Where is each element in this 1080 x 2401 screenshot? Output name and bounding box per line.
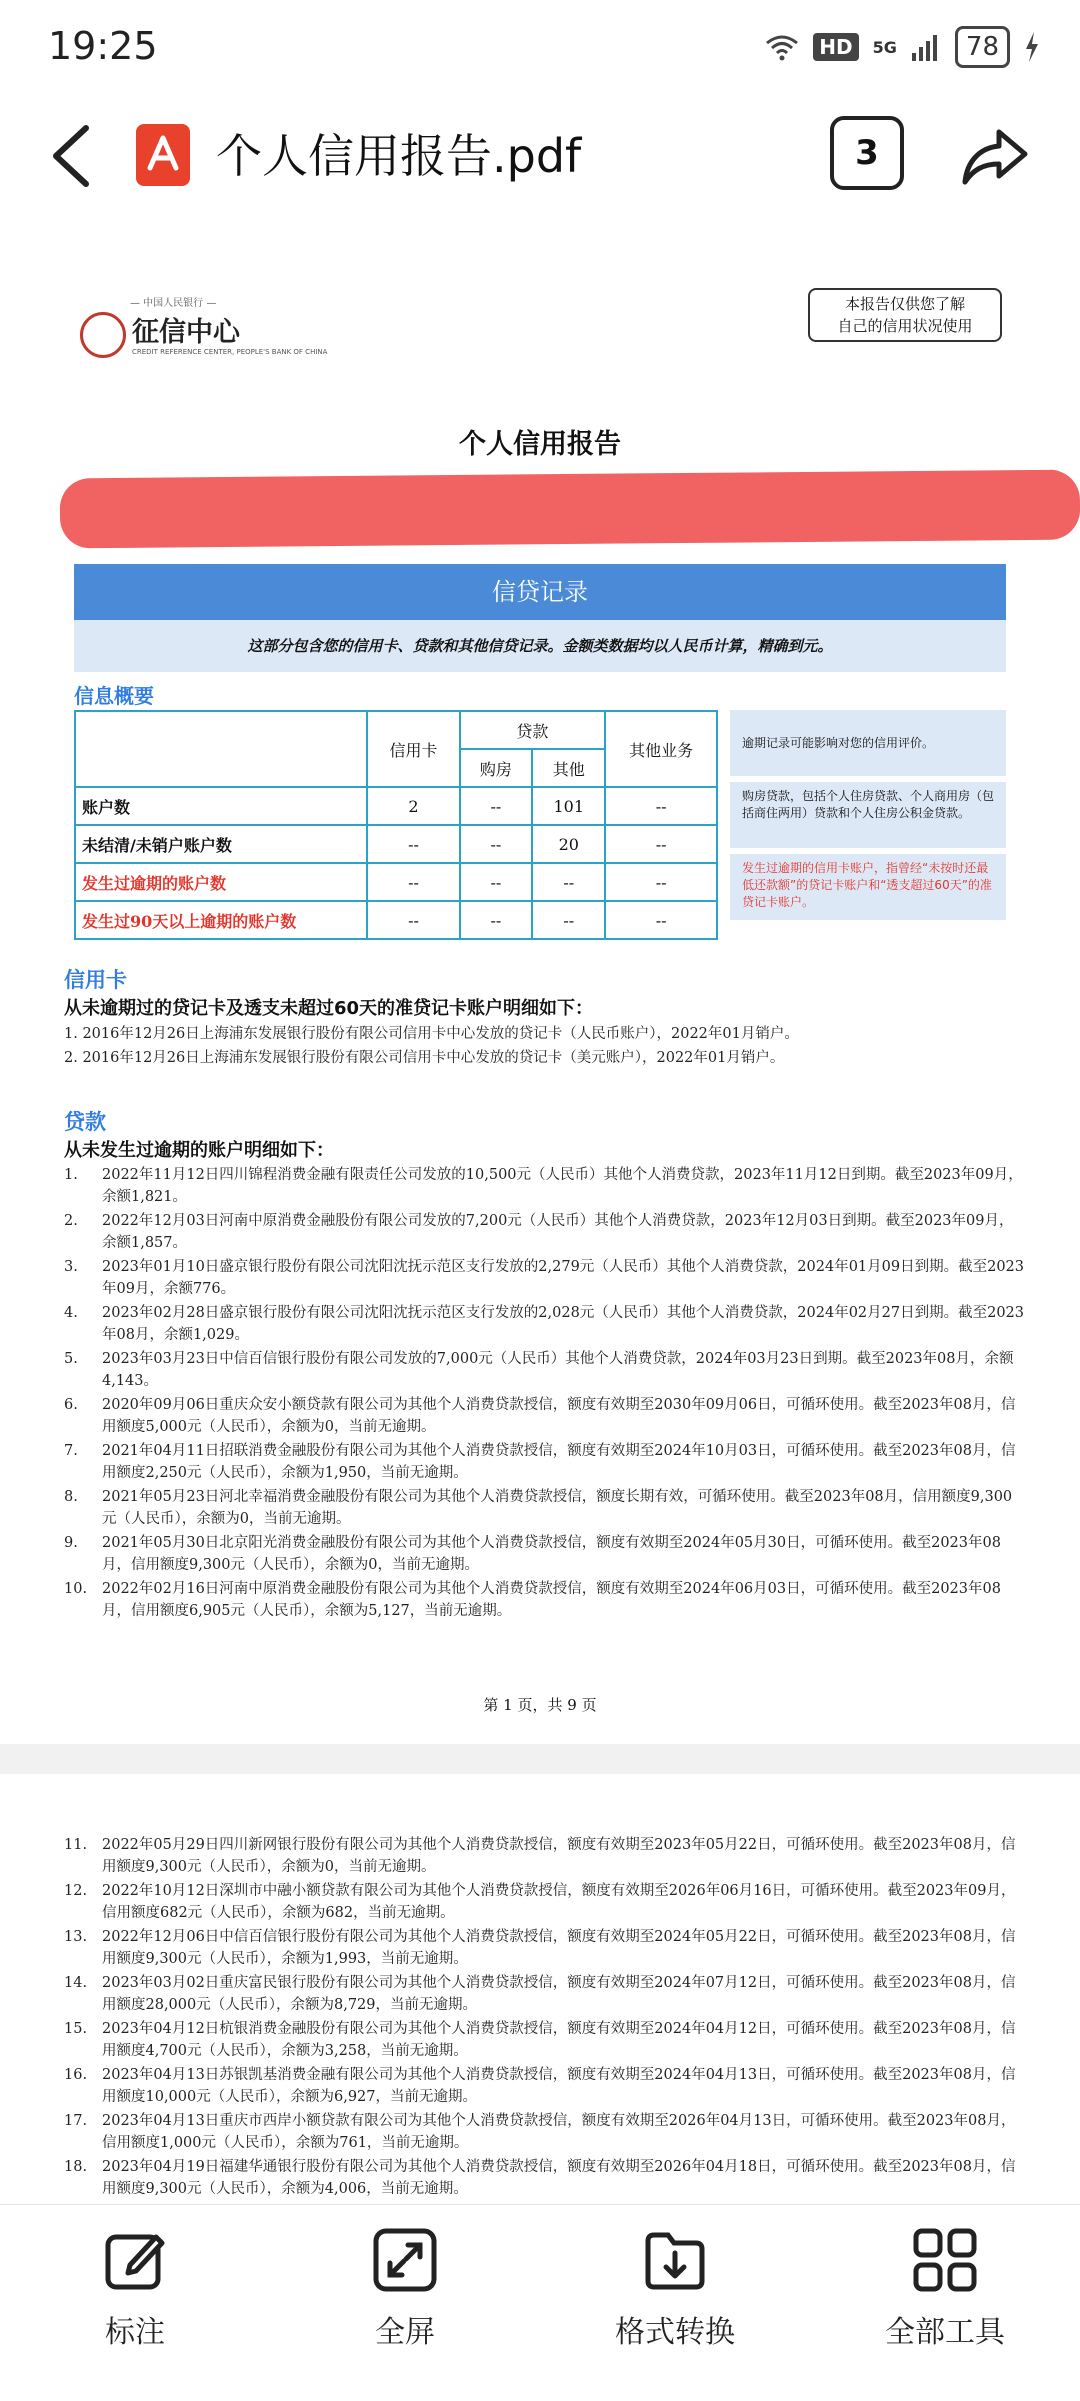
- hd-badge: HD: [813, 33, 858, 61]
- status-bar: [0, 0, 1080, 96]
- status-time: 19:25: [48, 24, 158, 68]
- bottom-toolbar: [0, 2204, 1080, 2401]
- pdf-viewer[interactable]: [0, 214, 1080, 2204]
- fullscreen-button[interactable]: 全屏: [305, 2227, 505, 2351]
- list-item: 6. 2020年09月06日重庆众安小额贷款有限公司为其他个人消费贷款授信，额度有效期至2030年09月06日，可循环使用。截至2023年08月，信用额度5,000元（人民币），余额为0，当前无逾期。: [64, 1397, 1016, 1435]
- pdf-app-icon: [136, 124, 190, 186]
- table-row: 发生过逾期的账户数 -- -- -- --: [75, 863, 717, 901]
- list-item: 3. 2023年01月10日盛京银行股份有限公司沈阳沈抚示范区支行发放的2,279元（人民币）其他个人消费贷款，2024年01月09日到期。截至2023年09月，余额776。: [64, 1259, 1025, 1297]
- table-notes: [730, 710, 1006, 926]
- app-bar: [0, 96, 1080, 214]
- page-footer: 第 1 页，共 9 页: [483, 1696, 597, 1714]
- list-item: 12. 2022年10月12日深圳市中融小额贷款有限公司为其他个人消费贷款授信，额度有效期至2026年06月16日，可循环使用。截至2023年09月，信用额度682元（人民币），余额为682，当前无逾期。: [64, 1883, 1016, 1921]
- header-other-business: 其他业务: [605, 711, 717, 787]
- expand-icon: [372, 2227, 438, 2293]
- signal-icon: [911, 33, 941, 61]
- all-tools-button[interactable]: 全部工具: [845, 2227, 1045, 2351]
- annotate-button[interactable]: 标注: [35, 2227, 235, 2351]
- table-row: 账户数 2 -- 101 --: [75, 787, 717, 825]
- back-arrow-icon[interactable]: [40, 116, 110, 196]
- seal-icon: [80, 312, 126, 358]
- charging-icon: [1024, 32, 1040, 62]
- loan-heading: 贷款: [64, 1110, 106, 1134]
- note-housing: 购房贷款，包括个人住房贷款、个人商用房（包括商住两用）贷款和个人住房公积金贷款。: [730, 782, 1006, 848]
- note-overdue: 逾期记录可能影响对您的信用评价。: [730, 710, 1006, 776]
- section-banner: 信贷记录: [74, 564, 1006, 620]
- pdf-page-2: [0, 1774, 1080, 2204]
- redaction-mark: [60, 470, 1080, 549]
- list-item: 7. 2021年04月11日招联消费金融股份有限公司为其他个人消费贷款授信，额度有效期至2024年10月03日，可循环使用。截至2023年08月，信用额度2,250元（人民币），余额为1,950，当前无逾期。: [64, 1443, 1016, 1481]
- list-item: 2. 2016年12月26日上海浦东发展银行股份有限公司信用卡中心发放的贷记卡（美元账户），2022年01月销户。: [64, 1050, 785, 1066]
- list-item: 16. 2023年04月13日苏银凯基消费金融有限公司为其他个人消费贷款授信，额度有效期至2024年04月13日，可循环使用。截至2023年08月，信用额度10,000元（人民币），余额为6,927，当前无逾期。: [64, 2067, 1016, 2105]
- list-item: 13. 2022年12月06日中信百信银行股份有限公司为其他个人消费贷款授信，额度有效期至2024年05月22日，可循环使用。截至2023年08月，信用额度9,300元（人民币），余额为1,993，当前无逾期。: [64, 1929, 1016, 1967]
- list-item: 17. 2023年04月13日重庆市西岸小额贷款有限公司为其他个人消费贷款授信，额度有效期至2026年04月13日，可循环使用。截至2023年08月，信用额度1,000元（人民币），余额为761，当前无逾期。: [64, 2113, 1016, 2151]
- table-row: 未结清/未销户账户数 -- -- 20 --: [75, 825, 717, 863]
- list-item: 1. 2016年12月26日上海浦东发展银行股份有限公司信用卡中心发放的贷记卡（人民币账户），2022年01月销户。: [64, 1026, 799, 1042]
- header-housing: 购房: [460, 749, 533, 787]
- list-item: 9. 2021年05月30日北京阳光消费金融股份有限公司为其他个人消费贷款授信，额度有效期至2024年05月30日，可循环使用。截至2023年08月，信用额度9,300元（人民币），余额为0，当前无逾期。: [64, 1535, 1001, 1573]
- section-description: 这部分包含您的信用卡、贷款和其他信贷记录。金额类数据均以人民币计算，精确到元。: [74, 620, 1006, 672]
- list-item: 14. 2023年03月02日重庆富民银行股份有限公司为其他个人消费贷款授信，额度有效期至2024年07月12日，可循环使用。截至2023年08月，信用额度28,000元（人民币），余额为8,729，当前无逾期。: [64, 1975, 1016, 2013]
- credit-card-subheader: 从未逾期过的贷记卡及透支未超过60天的准贷记卡账户明细如下：: [64, 998, 594, 1019]
- header-credit-card: 信用卡: [367, 711, 459, 787]
- usage-notice: 本报告仅供您了解 自己的信用状况使用: [808, 288, 1002, 342]
- share-icon[interactable]: [955, 116, 1035, 196]
- list-item: 1. 2022年11月12日四川锦程消费金融有限责任公司发放的10,500元（人民币）其他个人消费贷款，2023年11月12日到期。截至2023年09月，余额1,821。: [64, 1167, 1023, 1205]
- list-item: 8. 2021年05月23日河北幸福消费金融股份有限公司为其他个人消费贷款授信，额度长期有效，可循环使用。截至2023年08月，信用额度9,300元（人民币），余额为0，当前无逾期。: [64, 1489, 1013, 1527]
- header-other: 其他: [532, 749, 605, 787]
- convert-format-button[interactable]: 格式转换: [575, 2227, 775, 2351]
- note-credit-card: 发生过逾期的信用卡账户，指曾经“未按时还最低还款额”的贷记卡账户和“透支超过60天”的准贷记卡账户。: [730, 854, 1006, 920]
- list-item: 2. 2022年12月03日河南中原消费金融股份有限公司发放的7,200元（人民币）其他个人消费贷款，2023年12月03日到期。截至2023年09月，余额1,857。: [64, 1213, 1014, 1251]
- pdf-page-1: — 中国人民银行 — 征信中心 CREDIT REFERENCE CENTER, PEOPLE'S BANK OF CHINA 本报告仅供您了解 自己的信用状况使用 个人信用报告 信贷记录 这部分包含您的信用卡、贷款和其他信贷记录。金额类数据均以人民币计算，精确到元。 信息概要 信用卡 贷款 其他业务 购房 其他 账户数 2 -- 101 -- 未结清/未销户账户数 -- -- 20 -- 发生过逾期的账户数 -- -- -- -- 发生过90天以上逾期的账户数 -- -- -- -- 逾期记录可能影响对您的信用评价。 购房贷款，包括个人住房贷款、个人商用房（包括商住两用）贷款和个人住房公积金贷款。 发生过逾期的信用卡账户，指曾经“未按时还最低还款额”的贷记卡账户和“透支超过60天”的准贷记卡账户。 信用卡 从未逾期过的贷记卡及透支未超过60天的准贷记卡账户明细如下： 1. 2016年12月26日上海浦东发展银行股份有限公司信用卡中心发放的贷记卡（人民币账户），2022年01月销户。 2. 2016年12月26日上海浦东发展银行股份有限公司信用卡中心发放的贷记卡（美元账户），2022年01月销户。 贷款 从未发生过逾期的账户明细如下： 1. 2022年11月12日四川锦程消费金融有限责任公司发放的10,500元（人民币）其他个人消费贷款，2023年11月12日到期。截至2023年09月，余额1,821。 2. 2022年12月03日河南中原消费金融股份有限公司发放的7,200元（人民币）其他个人消费贷款，2023年12月03日到期。截至2023年09月，余额1,857。 3. 2023年01月10日盛京银行股份有限公司沈阳沈抚示范区支行发放的2,279元（人民币）其他个人消费贷款，2024年01月09日到期。截至2023年09月，余额776。 4. 2023年02月28日盛京银行股份有限公司沈阳沈抚示范区支行发放的2,028元（人民币）其他个人消费贷款，2024年02月27日到期。截至2023年08月，余额1,029。 5. 2023年03月23日中信百信银行股份有限公司发放的7,000元（人民币）其他个人消费贷款，2024年03月23日到期。截至2023年08月，余额4,143。 6. 2020年09月06日重庆众安小额贷款有限公司为其他个人消费贷款授信，额度有效期至2030年09月06日，可循环使用。截至2023年08月，信用额度5,000元（人民币），余额为0，当前无逾期。 7. 2021年04月11日招联消费金融股份有限公司为其他个人消费贷款授信，额度有效期至2024年10月03日，可循环使用。截至2023年08月，信用额度2,250元（人民币），余额为1,950，当前无逾期。 8. 2021年05月23日河北幸福消费金融股份有限公司为其他个人消费贷款授信，额度长期有效，可循环使用。截至2023年08月，信用额度9,300元（人民币），余额为0，当前无逾期。 9. 2021年05月30日北京阳光消费金融股份有限公司为其他个人消费贷款授信，额度有效期至2024年05月30日，可循环使用。截至2023年08月，信用额度9,300元（人民币），余额为0，当前无逾期。 10. 2022年02月16日河南中原消费金融股份有限公司为其他个人消费贷款授信，额度有效期至2024年06月03日，可循环使用。截至2023年08月，信用额度6,905元（人民币），余额为5,127，当前无逾期。 第 1 页，共 9 页: [0, 214, 1080, 1744]
- grid-icon: [912, 2227, 978, 2293]
- list-item: 11. 2022年05月29日四川新网银行股份有限公司为其他个人消费贷款授信，额度有效期至2023年05月22日，可循环使用。截至2023年08月，信用额度9,300元（人民币），余额为0，当前无逾期。: [64, 1837, 1016, 1875]
- network-label: 5G: [872, 37, 897, 57]
- status-icons: [765, 26, 1040, 68]
- list-item: 15. 2023年04月12日杭银消费金融股份有限公司为其他个人消费贷款授信，额度有效期至2024年04月12日，可循环使用。截至2023年08月，信用额度4,700元（人民币），余额为3,258，当前无逾期。: [64, 2021, 1016, 2059]
- list-item: 5. 2023年03月23日中信百信银行股份有限公司发放的7,000元（人民币）其他个人消费贷款，2024年03月23日到期。截至2023年08月，余额4,143。: [64, 1351, 1014, 1389]
- report-title: 个人信用报告: [459, 429, 621, 460]
- overview-label: 信息概要: [74, 684, 154, 708]
- wifi-icon: [765, 33, 799, 61]
- list-item: 18. 2023年04月19日福建华通银行股份有限公司为其他个人消费贷款授信，额度有效期至2026年04月18日，可循环使用。截至2023年08月，信用额度9,300元（人民币），余额为4,006，当前无逾期。: [64, 2159, 1016, 2197]
- list-item: 10. 2022年02月16日河南中原消费金融股份有限公司为其他个人消费贷款授信，额度有效期至2024年06月03日，可循环使用。截至2023年08月，信用额度6,905元（人民币），余额为5,127，当前无逾期。: [64, 1581, 1001, 1619]
- file-download-icon: [642, 2227, 708, 2293]
- battery-indicator: 78: [955, 26, 1010, 68]
- list-item: 4. 2023年02月28日盛京银行股份有限公司沈阳沈抚示范区支行发放的2,028元（人民币）其他个人消费贷款，2024年02月27日到期。截至2023年08月，余额1,029。: [64, 1305, 1025, 1343]
- table-row: 发生过90天以上逾期的账户数 -- -- -- --: [75, 901, 717, 939]
- document-title: 个人信用报告.pdf: [216, 129, 582, 183]
- edit-icon: [102, 2227, 168, 2293]
- header-loan: 贷款: [460, 711, 606, 749]
- page-count-button[interactable]: 3: [830, 116, 904, 190]
- summary-table: [74, 710, 718, 940]
- loan-subheader: 从未发生过逾期的账户明细如下：: [64, 1140, 334, 1161]
- credit-card-heading: 信用卡: [64, 968, 127, 992]
